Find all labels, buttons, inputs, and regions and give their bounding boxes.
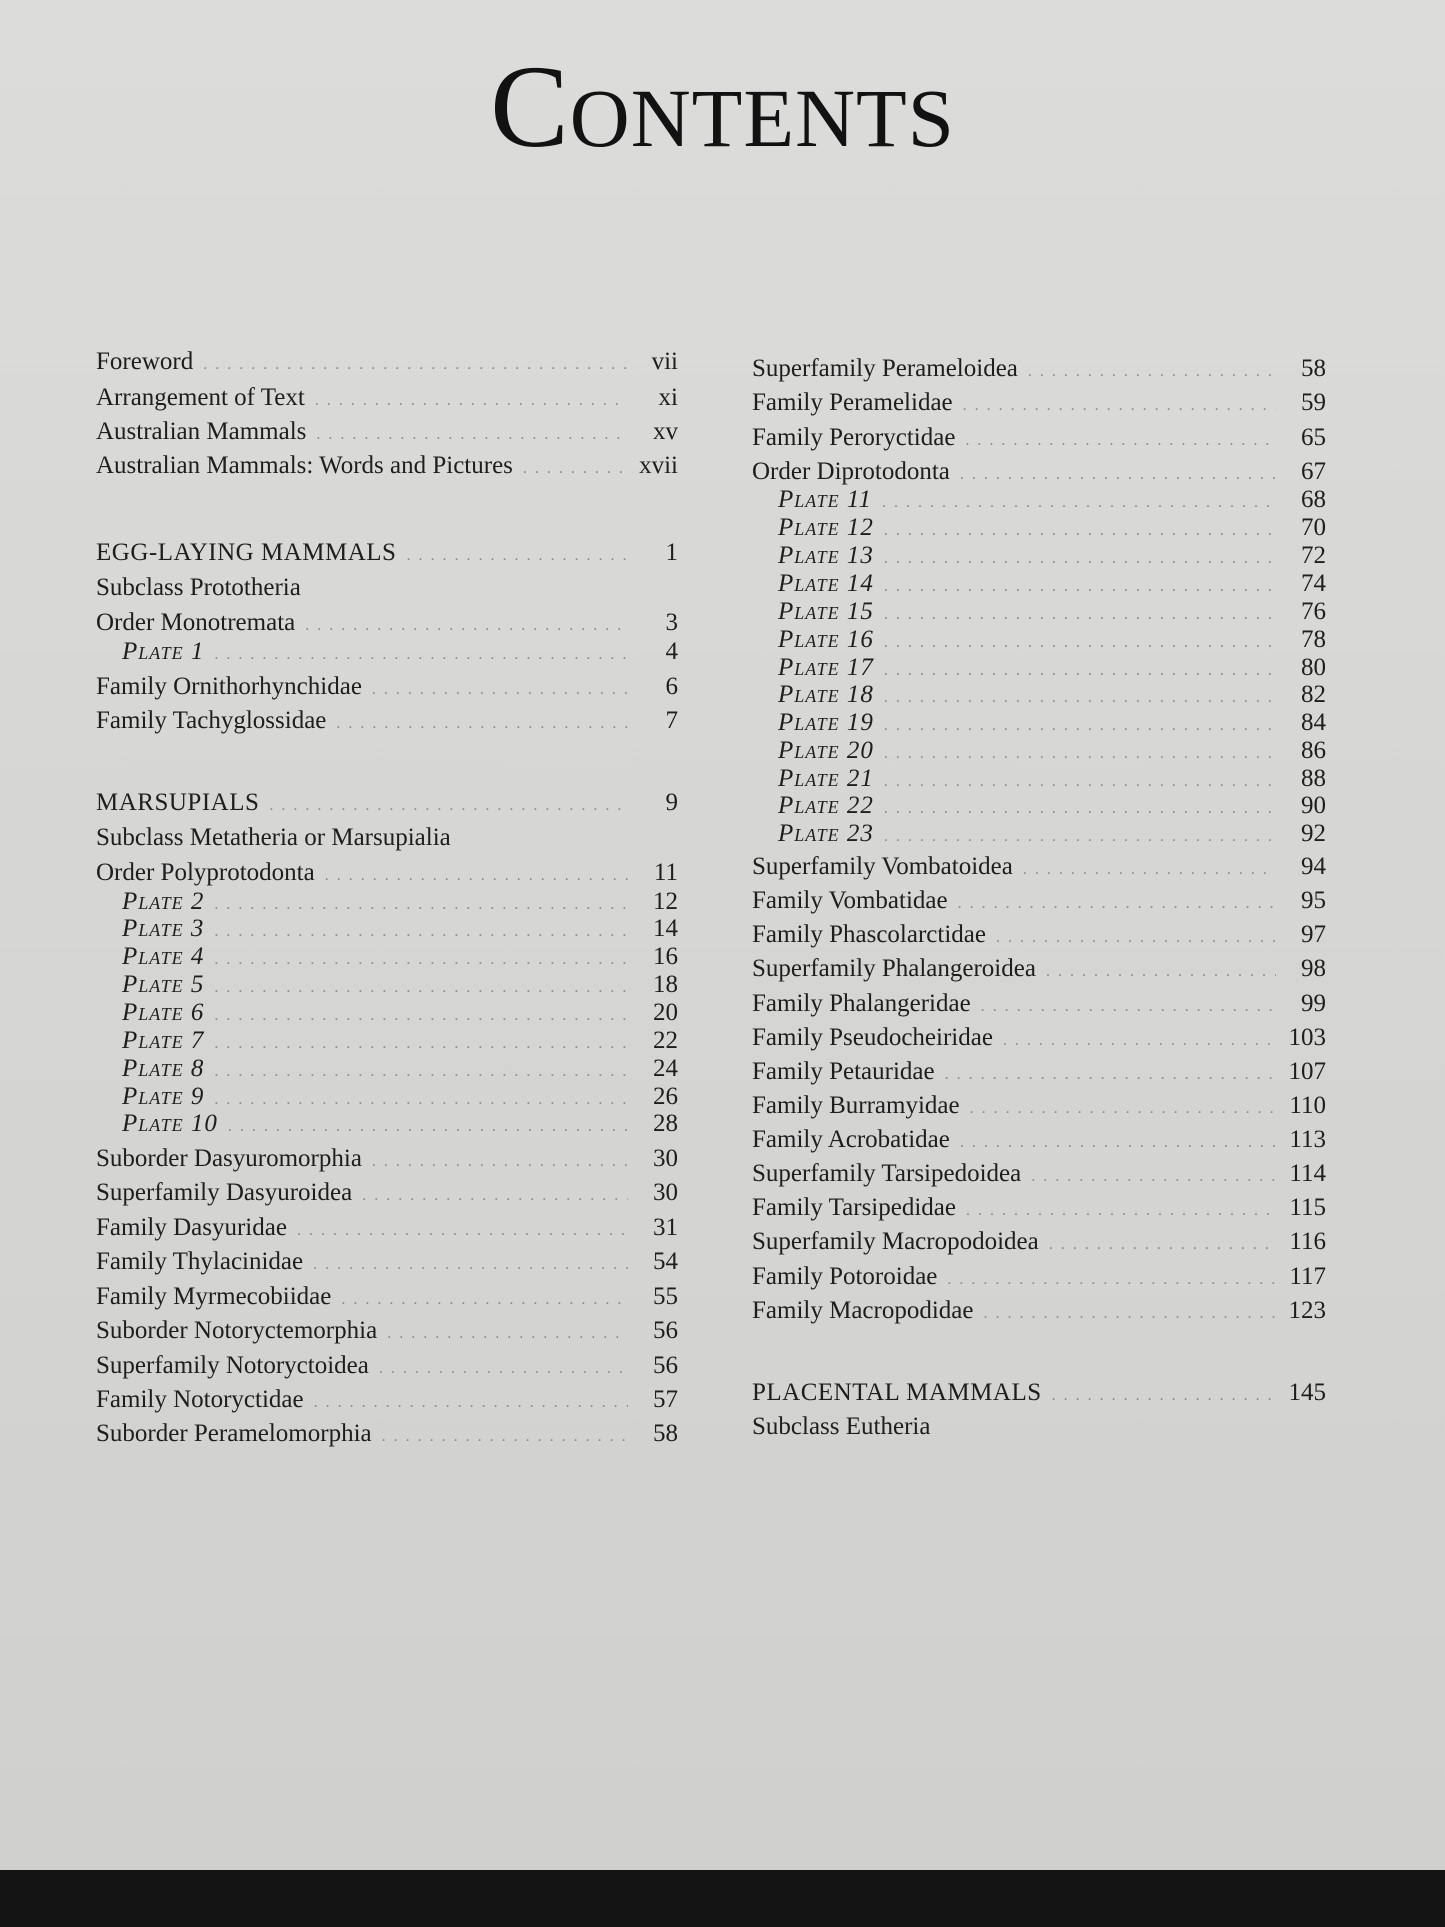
toc-page-number: 11 xyxy=(653,859,678,886)
toc-page-number: 6 xyxy=(665,673,678,700)
toc-entry xyxy=(96,1142,678,1179)
dot-leader xyxy=(884,820,1276,854)
toc-entry-label: Family Ornithorhynchidae xyxy=(96,673,362,700)
toc-entry xyxy=(752,850,1326,887)
toc-entry-label: Family Peroryctidae xyxy=(752,424,956,451)
dot-leader xyxy=(362,1179,628,1213)
toc-entry-label: Family Macropodidae xyxy=(752,1297,974,1324)
dot-leader xyxy=(341,1283,628,1317)
toc-page-number: 7 xyxy=(665,707,678,734)
dot-leader xyxy=(269,789,628,823)
toc-page-number: 110 xyxy=(1289,1092,1326,1119)
toc-page-number: 28 xyxy=(653,1110,678,1137)
toc-page-number: 103 xyxy=(1288,1024,1326,1051)
toc-entry xyxy=(752,884,1326,921)
dot-leader xyxy=(945,1058,1276,1092)
toc-page-number: 92 xyxy=(1301,820,1326,847)
toc-page-number: 98 xyxy=(1301,955,1326,982)
toc-page-number: 86 xyxy=(1301,737,1326,764)
toc-page-number: 82 xyxy=(1301,681,1326,708)
toc-entry-label: Plate 11 xyxy=(778,486,873,513)
toc-entry-label: Subclass Metatheria or Marsupialia xyxy=(96,824,451,851)
toc-page-number: 68 xyxy=(1301,486,1326,513)
toc-entry-label: Family Potoroidae xyxy=(752,1263,938,1290)
toc-page-number: 115 xyxy=(1289,1194,1326,1221)
toc-entry-label: Order Diprotodonta xyxy=(752,458,950,485)
dot-leader xyxy=(1023,853,1276,887)
toc-entry-label: Foreword xyxy=(96,348,194,375)
toc-page-number: 4 xyxy=(665,638,678,665)
toc-page-number: 88 xyxy=(1301,765,1326,792)
toc-page-number: 24 xyxy=(653,1055,678,1082)
toc-entry-label: Plate 17 xyxy=(778,654,874,681)
toc-entry-label: Superfamily Macropodoidea xyxy=(752,1228,1039,1255)
toc-entry-label: Plate 21 xyxy=(778,765,874,792)
dot-leader xyxy=(214,638,628,672)
toc-entry-label: Plate 5 xyxy=(122,971,205,998)
toc-entry-label: Plate 18 xyxy=(778,681,874,708)
dot-leader xyxy=(523,452,628,486)
dot-leader xyxy=(963,389,1276,423)
dot-leader xyxy=(315,384,628,418)
dot-leader xyxy=(372,673,628,707)
toc-page-number: 12 xyxy=(653,888,678,915)
dot-leader xyxy=(960,1126,1276,1160)
toc-page-number: xi xyxy=(658,384,678,411)
toc-entry-label: Plate 3 xyxy=(122,915,205,942)
toc-entry-label: Superfamily Dasyuroidea xyxy=(96,1179,353,1206)
dot-leader xyxy=(996,921,1276,955)
toc-page-number: 18 xyxy=(653,971,678,998)
toc-page-number: 107 xyxy=(1288,1058,1326,1085)
toc-plate-entry xyxy=(752,817,1326,854)
page-title: Contents xyxy=(490,41,955,172)
toc-page-number: 72 xyxy=(1301,542,1326,569)
toc-entry xyxy=(752,1089,1326,1126)
dot-leader xyxy=(1052,1379,1276,1413)
toc-page-number: 58 xyxy=(1301,355,1326,382)
toc-section-heading xyxy=(752,1376,1326,1413)
toc-entry-label: Plate 8 xyxy=(122,1055,205,1082)
dot-leader xyxy=(965,424,1276,458)
toc-entry-label: Superfamily Tarsipedoidea xyxy=(752,1160,1022,1187)
toc-entry xyxy=(96,571,678,605)
toc-entry-label: Order Polyprotodonta xyxy=(96,859,315,886)
toc-entry-label: Order Monotremata xyxy=(96,609,296,636)
toc-page-number: 57 xyxy=(653,1386,678,1413)
toc-page-number: 145 xyxy=(1288,1379,1326,1406)
toc-page-number: 31 xyxy=(653,1214,678,1241)
toc-entry-label: Family Phalangeridae xyxy=(752,990,971,1017)
toc-entry xyxy=(96,670,678,707)
dot-leader xyxy=(228,1110,628,1144)
toc-section-heading xyxy=(96,786,678,823)
toc-entry-label: Arrangement of Text xyxy=(96,384,305,411)
toc-page-number: vii xyxy=(651,348,678,375)
toc-page-number: 55 xyxy=(653,1283,678,1310)
toc-page-number: 9 xyxy=(665,789,678,816)
toc-page-number: 95 xyxy=(1301,887,1326,914)
dot-leader xyxy=(970,1092,1276,1126)
toc-page-number: 84 xyxy=(1301,709,1326,736)
toc-page-number: xv xyxy=(653,418,678,445)
toc-entry-label: Family Pseudocheiridae xyxy=(752,1024,993,1051)
toc-plate-entry xyxy=(96,1107,678,1144)
toc-entry xyxy=(752,987,1326,1024)
toc-entry-label: Family Petauridae xyxy=(752,1058,935,1085)
dot-leader xyxy=(203,348,628,382)
dot-leader xyxy=(958,887,1276,921)
toc-entry xyxy=(752,1410,1326,1444)
toc-entry-label: Family Phascolarctidae xyxy=(752,921,986,948)
toc-entry xyxy=(752,421,1326,458)
toc-entry xyxy=(752,1021,1326,1058)
toc-entry-label: Suborder Peramelomorphia xyxy=(96,1420,372,1447)
toc-entry xyxy=(96,821,678,855)
dot-leader xyxy=(297,1214,628,1248)
toc-entry-label: Plate 23 xyxy=(778,820,874,847)
toc-entry-label: Superfamily Vombatoidea xyxy=(752,853,1013,880)
toc-entry-label: Plate 14 xyxy=(778,570,874,597)
toc-entry-label: Plate 13 xyxy=(778,542,874,569)
toc-entry xyxy=(96,1176,678,1213)
dot-leader xyxy=(1046,955,1276,989)
dot-leader xyxy=(382,1420,628,1454)
dot-leader xyxy=(387,1317,628,1351)
dot-leader xyxy=(313,1248,628,1282)
dot-leader xyxy=(316,418,628,452)
toc-entry-label: Plate 4 xyxy=(122,943,205,970)
toc-entry-label: Superfamily Phalangeroidea xyxy=(752,955,1036,982)
toc-entry xyxy=(96,1383,678,1420)
toc-entry xyxy=(96,1245,678,1282)
toc-page-number: 58 xyxy=(653,1420,678,1447)
toc-entry-label: Plate 15 xyxy=(778,598,874,625)
toc-page-number: 14 xyxy=(653,915,678,942)
toc-entry xyxy=(752,1123,1326,1160)
toc-page-number: 22 xyxy=(653,1027,678,1054)
dot-leader xyxy=(1003,1024,1276,1058)
toc-entry xyxy=(752,918,1326,955)
toc-entry-label: Plate 19 xyxy=(778,709,874,736)
toc-entry-label: Family Myrmecobiidae xyxy=(96,1283,332,1310)
dot-leader xyxy=(372,1145,628,1179)
toc-entry-label: Australian Mammals xyxy=(96,418,307,445)
toc-entry xyxy=(96,1314,678,1351)
toc-entry-label: MARSUPIALS xyxy=(96,789,260,816)
dot-leader xyxy=(981,990,1276,1024)
toc-entry-label: Plate 12 xyxy=(778,514,874,541)
toc-entry-label: Subclass Eutheria xyxy=(752,1413,931,1440)
toc-entry-label: Family Burramyidae xyxy=(752,1092,960,1119)
toc-page-number: 56 xyxy=(653,1317,678,1344)
toc-entry xyxy=(96,449,678,486)
dot-leader xyxy=(379,1352,628,1386)
toc-entry-label: Family Tachyglossidae xyxy=(96,707,327,734)
toc-page-number: 30 xyxy=(653,1179,678,1206)
toc-page-number: 114 xyxy=(1289,1160,1326,1187)
toc-entry xyxy=(96,415,678,452)
toc-page-number: 80 xyxy=(1301,654,1326,681)
toc-entry xyxy=(752,1260,1326,1297)
toc-section-heading xyxy=(96,536,678,573)
toc-entry-label: Family Thylacinidae xyxy=(96,1248,304,1275)
toc-entry-label: Plate 20 xyxy=(778,737,874,764)
toc-entry-label: Plate 2 xyxy=(122,888,205,915)
toc-entry xyxy=(752,386,1326,423)
toc-entry xyxy=(752,1055,1326,1092)
toc-page-number: 70 xyxy=(1301,514,1326,541)
background-surface xyxy=(0,1870,1445,1927)
toc-entry xyxy=(96,1349,678,1386)
toc-page-number: 65 xyxy=(1301,424,1326,451)
toc-page-number: 116 xyxy=(1289,1228,1326,1255)
toc-entry-label: Family Tarsipedidae xyxy=(752,1194,956,1221)
toc-page-number: 99 xyxy=(1301,990,1326,1017)
toc-plate-entry xyxy=(96,635,678,672)
toc-page-number: 123 xyxy=(1288,1297,1326,1324)
toc-entry-label: Subclass Prototheria xyxy=(96,574,301,601)
toc-page-number: 30 xyxy=(653,1145,678,1172)
toc-entry xyxy=(96,345,678,382)
toc-entry-label: Australian Mammals: Words and Pictures xyxy=(96,452,513,479)
toc-page-number: 67 xyxy=(1301,458,1326,485)
dot-leader xyxy=(947,1263,1276,1297)
toc-entry xyxy=(96,1417,678,1454)
toc-entry xyxy=(96,381,678,418)
toc-entry-label: Family Acrobatidae xyxy=(752,1126,950,1153)
dot-leader xyxy=(336,707,628,741)
dot-leader xyxy=(1028,355,1276,389)
toc-page-number: 94 xyxy=(1301,853,1326,880)
toc-entry-label: EGG-LAYING MAMMALS xyxy=(96,539,397,566)
toc-page-number: 26 xyxy=(653,1083,678,1110)
toc-entry-label: Superfamily Perameloidea xyxy=(752,355,1018,382)
toc-entry xyxy=(752,1294,1326,1331)
toc-entry-label: Plate 9 xyxy=(122,1083,205,1110)
toc-page-number: 3 xyxy=(665,609,678,636)
dot-leader xyxy=(406,539,628,573)
dot-leader xyxy=(1031,1160,1276,1194)
toc-page-number: 113 xyxy=(1289,1126,1326,1153)
toc-entry-label: Suborder Notoryctemorphia xyxy=(96,1317,378,1344)
toc-page-number: 20 xyxy=(653,999,678,1026)
dot-leader xyxy=(983,1297,1276,1331)
toc-entry-label: PLACENTAL MAMMALS xyxy=(752,1379,1042,1406)
toc-entry-label: Plate 7 xyxy=(122,1027,205,1054)
toc-entry xyxy=(752,1225,1326,1262)
toc-page-number: xvii xyxy=(639,452,678,479)
toc-page-number: 74 xyxy=(1301,570,1326,597)
dot-leader xyxy=(314,1386,628,1420)
toc-entry-label: Family Peramelidae xyxy=(752,389,953,416)
toc-entry-label: Plate 6 xyxy=(122,999,205,1026)
toc-page-number: 76 xyxy=(1301,598,1326,625)
dot-leader xyxy=(1049,1228,1276,1262)
toc-entry xyxy=(96,1280,678,1317)
toc-entry-label: Family Dasyuridae xyxy=(96,1214,287,1241)
toc-entry xyxy=(752,1191,1326,1228)
toc-page-number: 56 xyxy=(653,1352,678,1379)
toc-page-number: 16 xyxy=(653,943,678,970)
toc-entry-label: Plate 1 xyxy=(122,638,205,665)
toc-page-number: 78 xyxy=(1301,626,1326,653)
dot-leader xyxy=(966,1194,1276,1228)
toc-entry-label: Family Vombatidae xyxy=(752,887,948,914)
toc-page-number: 54 xyxy=(653,1248,678,1275)
toc-entry xyxy=(96,1211,678,1248)
toc-entry xyxy=(752,1157,1326,1194)
toc-entry xyxy=(96,704,678,741)
toc-page-number: 97 xyxy=(1301,921,1326,948)
toc-entry xyxy=(752,952,1326,989)
toc-entry-label: Suborder Dasyuromorphia xyxy=(96,1145,362,1172)
toc-entry-label: Superfamily Notoryctoidea xyxy=(96,1352,369,1379)
toc-entry xyxy=(752,352,1326,389)
toc-entry-label: Plate 16 xyxy=(778,626,874,653)
toc-entry-label: Family Notoryctidae xyxy=(96,1386,304,1413)
toc-page-number: 117 xyxy=(1289,1263,1326,1290)
toc-entry-label: Plate 10 xyxy=(122,1110,218,1137)
toc-page-number: 90 xyxy=(1301,792,1326,819)
toc-page-number: 59 xyxy=(1301,389,1326,416)
toc-entry-label: Plate 22 xyxy=(778,792,874,819)
toc-page-number: 1 xyxy=(665,539,678,566)
